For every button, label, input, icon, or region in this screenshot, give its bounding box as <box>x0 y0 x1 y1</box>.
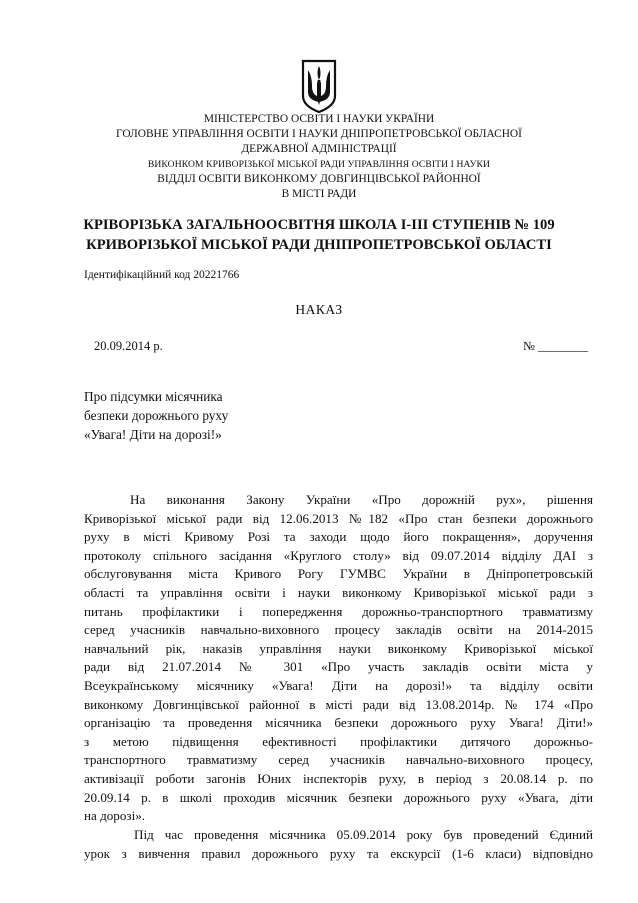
order-subject <box>84 387 228 444</box>
administration-line: ДЕРЖАВНОЇ АДМІНІСТРАЦІЇ <box>241 143 397 155</box>
body-paragraph-2 <box>84 826 593 863</box>
paragraph-line: руху в місті Кривому Розі та заходи щодо його покращення», доручення <box>84 529 593 545</box>
order-title: НАКАЗ <box>295 302 343 317</box>
paragraph-line: 20.09.14 р. в школі проходив місячник безпеки дорожнього руху «Увага, діти <box>84 789 593 805</box>
subject-line: «Увага! Діти на дорозі!» <box>84 427 222 442</box>
district-department-line: ВІДДІЛ ОСВІТИ ВИКОНКОМУ ДОВГИНЦІВСЬКОЇ РАЙОННОЇ <box>157 173 481 185</box>
paragraph-line: виконкому Довгинцівської районної в місті ради від 13.08.2014р. № 174 «Про <box>84 696 593 712</box>
ministry-line: МІНІСТЕРСТВО ОСВІТИ І НАУКИ УКРАЇНИ <box>203 113 435 125</box>
school-name-line-1: КРІВОРІЗЬКА ЗАГАЛЬНООСВІТНЯ ШКОЛА І-ІІІ СТУПЕНІВ № 109 <box>83 217 555 233</box>
order-date: 20.09.2014 р. <box>94 339 163 353</box>
paragraph-line: Криворізької міської ради від 12.06.2013 №182 «Про стан безпеки дорожнього <box>84 510 593 526</box>
subject-line: безпеки дорожнього руху <box>84 408 229 423</box>
paragraph-line: серед учасників навчально-виховного процесу закладів освіти на 2014-2015 <box>84 622 593 638</box>
school-name-line-2: КРИВОРІЗЬКОЇ МІСЬКОЇ РАДИ ДНІПРОПЕТРОВСЬКОЇ ОБЛАСТІ <box>86 237 552 253</box>
paragraph-line: організацію та проведення місячника безпеки дорожнього руху Увага! Діти!» <box>84 715 593 731</box>
paragraph-line: На виконання Закону України «Про дорожній рух», рішення <box>130 492 593 507</box>
paragraph-line: протоколу спільного засідання «Круглого столу» від 09.07.2014 відділу ДАІ з <box>84 547 593 563</box>
subject-line: Про підсумки місячника <box>84 389 223 404</box>
paragraph-line: активізації роботи загонів Юних інспекторів руху, в період з 20.08.14 р. по <box>84 770 593 786</box>
paragraph-line: урок з вивчення правил дорожнього руху та екскурсії (1-6 класи) відповідно <box>84 845 593 861</box>
body-paragraph-1 <box>84 491 593 826</box>
paragraph-line: питань профілактики і попередження дорожньо-транспортного травматизму <box>84 603 593 619</box>
paragraph-line: області та управління освіти і науки виконкому Криворізької міської ради з <box>84 584 593 600</box>
city-council-line: В МІСТІ РАДИ <box>281 188 357 200</box>
paragraph-line: транспортного травматизму серед учасників навчально-виховного процесу, <box>84 752 593 768</box>
paragraph-line: Всеукраїнському місячнику «Увага! Діти на дорозі!» та відділу освіти <box>84 677 593 693</box>
paragraph-line: Під час проведення місячника 05.09.2014 року був проведений Єдиний <box>134 827 593 842</box>
order-number: № ________ <box>522 339 588 353</box>
paragraph-line: ради від 21.07.2014 № 301 «Про участь закладів освіти міста у <box>84 659 593 675</box>
paragraph-line: навчальний рік, наказів управління науки виконкому Криворізької міської <box>84 640 593 656</box>
paragraph-line: обслуговування міста Кривого Рогу ГУМВС України в Дніпропетровській <box>84 566 593 582</box>
identification-code: Ідентифікаційний код 20221766 <box>84 269 240 281</box>
paragraph-line: на дорозі». <box>84 808 146 824</box>
trident-emblem <box>300 58 338 114</box>
city-executive-line: ВИКОНКОМ КРИВОРІЗЬКОЇ МІСЬКОЇ РАДИ УПРАВЛІННЯ ОСВІТИ І НАУКИ <box>147 159 491 170</box>
paragraph-line: з метою підвищення ефективності профілактики дитячого дорожньо- <box>84 733 593 749</box>
regional-department-line: ГОЛОВНЕ УПРАВЛІННЯ ОСВІТИ І НАУКИ ДНІПРОПЕТРОВСЬКОЇ ОБЛАСНОЇ <box>116 128 522 140</box>
